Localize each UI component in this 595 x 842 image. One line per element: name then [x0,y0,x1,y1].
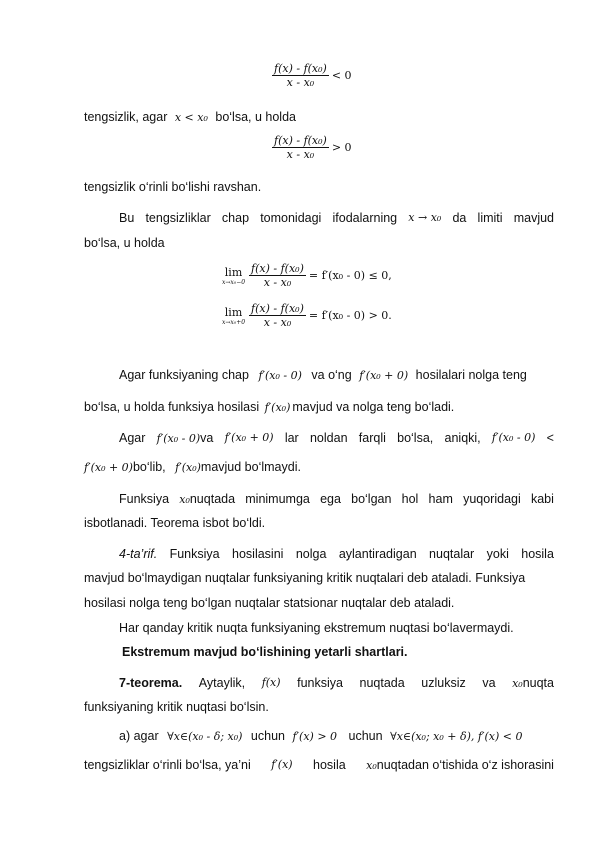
word: chap [221,211,250,225]
text-line: Har qanday kritik nuqta funksiyaning ekstremum nuqtasi bo‘lavermaydi. [119,621,514,635]
word: nuqtada [189,492,236,506]
text-span: mavjud bo‘lmaydi. [200,460,301,474]
formula-limit-right [222,302,392,329]
fraction-denominator: x - x₀ [263,276,292,289]
word: yoki [486,547,509,561]
text-line: hosilasi nolga teng bo‘lgan nuqtalar statsionar nuqtalar deb ataladi. [84,596,455,610]
text-line [119,729,522,743]
word: ega [320,492,341,506]
left-derivative: f′(x₀ - 0) [491,431,536,444]
word: tomonidagi [260,211,322,225]
lim-word: lim [224,305,243,319]
word: lar [284,431,299,445]
word: kabi [530,492,554,506]
text-span: a) agar [119,729,159,743]
text-line-justified [119,547,554,561]
word: nuqtada [359,676,405,690]
word: nuqtalar [429,547,475,561]
fraction-numerator: f(x) - f(x₀) [274,62,327,75]
word: yuqoridagi [463,492,521,506]
lim-subscript: x→x₀+0 [222,318,246,326]
fraction-numerator: f(x) - f(x₀) [274,134,327,147]
word: hosila [521,547,554,561]
text-line-justified [84,758,554,772]
text-span: mavjud va nolga teng bo‘ladi. [292,400,455,414]
text-line-justified [119,492,554,506]
word: limiti [477,211,503,225]
word: hosilasini [232,547,284,561]
word: farqli [358,431,386,445]
text-span: bo‘lsa, u holda funksiya hosilasi [84,400,260,414]
forall-right-interval: ∀x∈(x₀; x₀ + δ), f′(x) < 0 [390,730,523,743]
word: aylantiradigan [338,547,417,561]
word: tengsizliklar [145,211,211,225]
text-line [119,368,527,382]
text-span: hosilalari nolga teng [415,368,527,382]
word: Funksiya [119,492,170,506]
lim-word: lim [224,265,243,279]
fraction-rhs: = f′(x₀ - 0) ≤ 0, [308,269,392,282]
left-derivative: f′(x₀ - 0) [156,432,201,445]
fraction-numerator: f(x) - f(x₀) [251,262,304,275]
word: nuqta [522,676,554,690]
derivative-at-x0: f′(x₀) [264,401,291,414]
lim-subscript: x→x₀−0 [222,278,246,286]
text-span: nuqtadan o‘tishida o‘z ishorasini [376,758,554,772]
left-derivative: f′(x₀ - 0) [258,369,302,382]
forall-left-interval: ∀x∈(x₀ - δ; x₀) [167,730,243,743]
right-derivative: f′(x₀ + 0) [359,369,409,382]
word: bo‘lsa, [397,431,434,445]
text-line [84,400,454,414]
word: da [452,211,467,225]
word: nolga [295,547,327,561]
fraction-numerator: f(x) - f(x₀) [251,302,304,315]
derivative-at-x0: f′(x₀) [175,461,201,474]
word: va [482,676,496,690]
limit-variable: x → x₀ [408,211,442,224]
word: Aytaylik, [198,676,246,690]
x0-symbol: x₀ [512,677,523,690]
text-span: va o‘ng [311,368,352,382]
word: ham [428,492,453,506]
inequality-x-lt-x0: x < x₀ [174,111,208,124]
text-line [84,460,301,474]
word: hosila [313,758,346,772]
text-line: isbotlanadi. Teorema isbot bo‘ldi. [84,516,266,530]
word: bo‘lgan [351,492,392,506]
right-derivative: f′(x₀ + 0) [224,431,274,444]
theorem-label: 7-teorema. [119,676,183,690]
less-than-sign: < [546,431,554,445]
definition-label: 4-ta’rif. [119,547,158,561]
right-derivative: f′(x₀ + 0) [84,461,133,474]
fraction-rhs: = f′(x₀ - 0) > 0. [308,309,392,322]
formula-limit-left [222,262,392,289]
text-span: tengsizlik, agar [84,110,168,124]
x0-symbol: x₀ [366,759,377,772]
text-line: mavjud bo‘lmaydigan nuqtalar funksiyaning kritik nuqtalari deb ataladi. Funksiya [84,571,526,585]
x0-symbol: x₀ [179,493,190,506]
text-line: funksiyaning kritik nuqtasi bo‘lsin. [84,700,269,714]
text-line: bo‘lsa, u holda [84,236,165,250]
word: Agar [119,431,146,445]
fraction-denominator: x - x₀ [263,316,292,329]
text-line: tengsizlik o‘rinli bo‘lishi ravshan. [84,180,262,194]
text-span: uchun [348,729,383,743]
word: Funksiya [169,547,220,561]
text-span: bo‘lib, [132,460,166,474]
text-span: bo‘lsa, u holda [215,110,296,124]
word: Bu [119,211,135,225]
formula-fraction-lt [272,62,352,89]
word: va [200,431,214,445]
text-line-justified [119,676,554,690]
formula-fraction-gt [272,134,352,161]
text-span: Agar funksiyaning chap [119,368,249,382]
word: uzluksiz [421,676,466,690]
derivative-positive: f′(x) > 0 [292,730,338,743]
text-line [84,110,296,124]
text-line-justified [119,431,554,445]
text-line-justified [119,211,554,225]
word: minimumga [245,492,310,506]
function-fx: f(x) [261,676,281,689]
fraction-rhs: > 0 [331,141,352,154]
word: hol [401,492,419,506]
text-span: uchun [250,729,285,743]
word: funksiya [297,676,343,690]
fraction-denominator: x - x₀ [286,148,315,161]
word: aniqki, [444,431,481,445]
word: noldan [309,431,348,445]
derivative-fprime-x: f′(x) [271,758,293,771]
word: ifodalarning [332,211,398,225]
section-heading: Ekstremum mavjud bo‘lishining yetarli shartlari. [122,645,408,659]
word: mavjud [513,211,554,225]
text-span: tengsizliklar o‘rinli bo‘lsa, ya’ni [84,758,251,772]
fraction-denominator: x - x₀ [286,76,315,89]
fraction-rhs: < 0 [331,69,352,82]
